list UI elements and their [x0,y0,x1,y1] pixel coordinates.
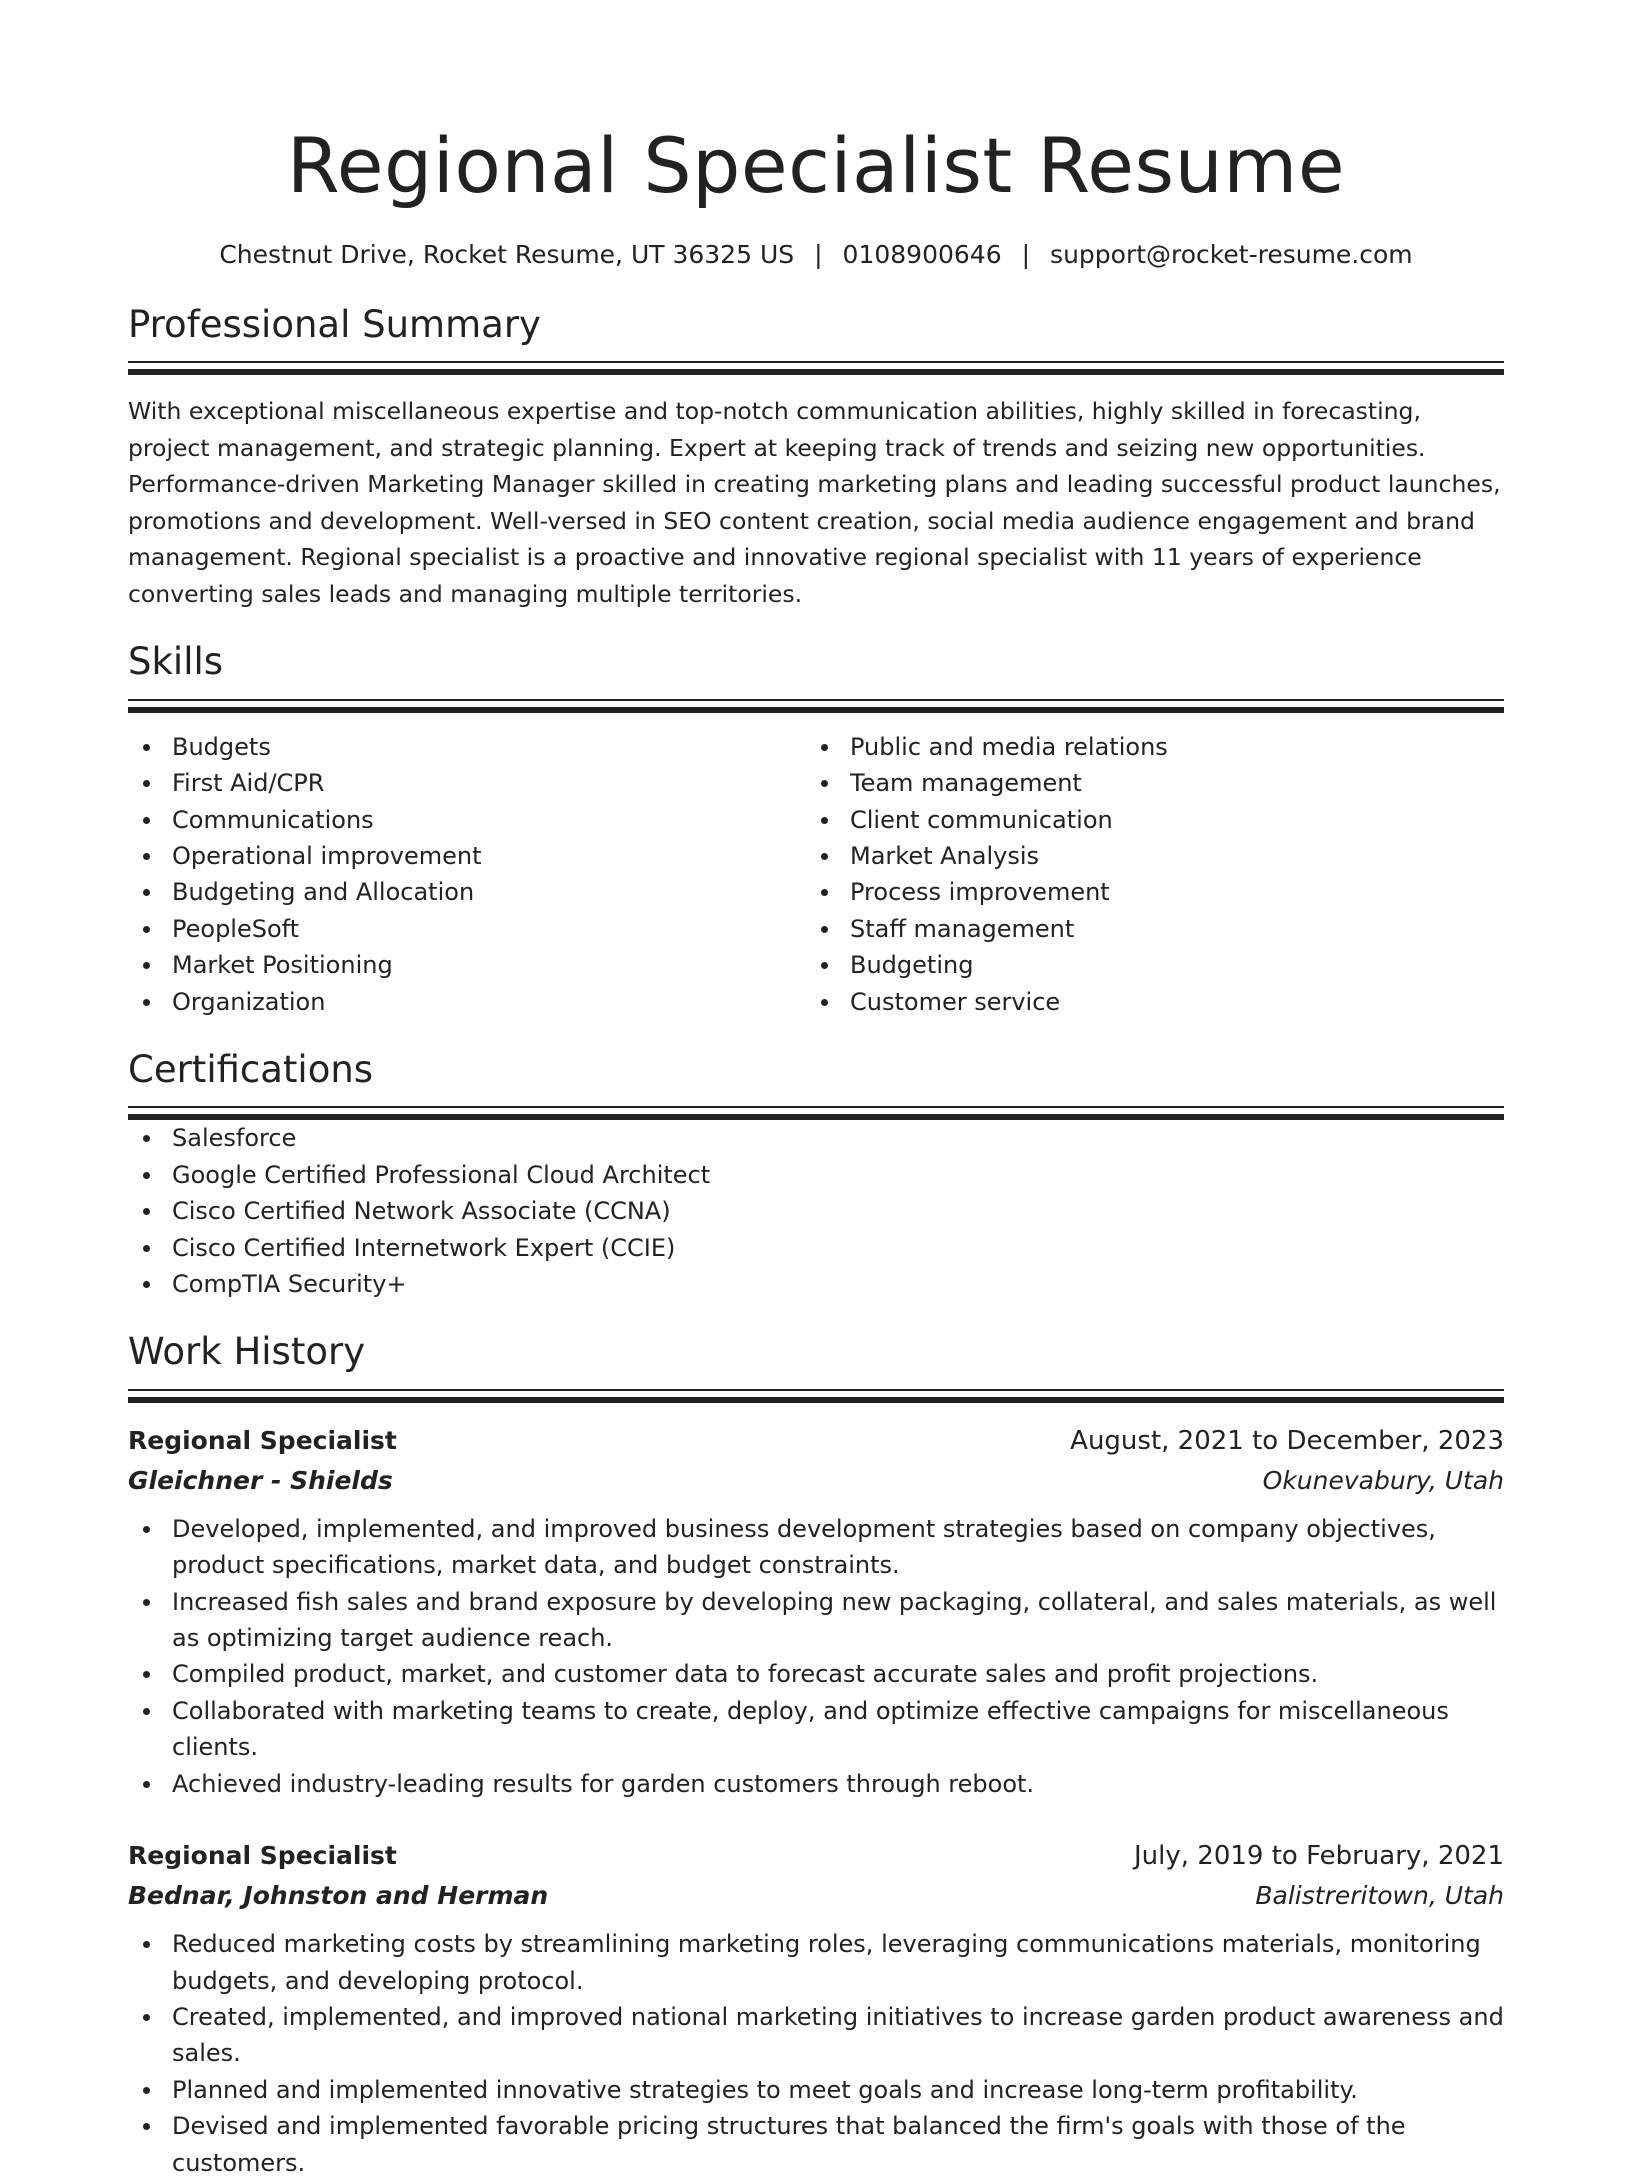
skill-item: Public and media relations [806,729,1484,765]
job-location: Okunevabury, Utah [1262,1465,1504,1495]
job-title: Regional Specialist [128,1841,397,1871]
skill-item: Market Analysis [806,838,1484,874]
skill-item: Client communication [806,802,1484,838]
job-entry [128,1421,1504,1802]
work-history-section [128,1330,1504,2180]
job-dates: August, 2021 to December, 2023 [1070,1425,1504,1456]
job-duty: Planned and implemented innovative strategies to meet goals and increase long-term profitability. [128,2072,1504,2108]
job-company: Bednar, Johnston and Herman [128,1881,549,1911]
certification-item: CompTIA Security+ [128,1266,1504,1302]
job-company: Gleichner - Shields [128,1465,393,1495]
skill-item: Customer service [806,984,1484,1020]
job-title: Regional Specialist [128,1425,397,1455]
skill-item: PeopleSoft [128,911,806,947]
contact-address: Chestnut Drive, Rocket Resume, UT 36325 US [219,240,795,269]
certification-item: Cisco Certified Internetwork Expert (CCIE) [128,1230,1504,1266]
skill-item: Communications [128,802,806,838]
skills-columns [128,729,1504,1020]
skill-item: Team management [806,765,1484,801]
job-duty: Reduced marketing costs by streamlining marketing roles, leveraging communications materials, monitoring budgets, and developing protocol. [128,1926,1504,1999]
section-divider [128,1106,1504,1120]
skills-list-left [128,729,806,1020]
section-heading: Skills [128,640,224,684]
job-dates: July, 2019 to February, 2021 [1134,1841,1504,1872]
section-divider [128,699,1504,713]
job-duties-list [128,1511,1504,1802]
contact-separator: | [814,240,823,269]
certification-item: Salesforce [128,1120,1504,1156]
section-heading: Professional Summary [128,303,541,346]
skill-item: Market Positioning [128,947,806,983]
job-duty: Achieved industry-leading results for garden customers through reboot. [128,1766,1504,1802]
summary-section [128,303,1504,612]
job-duty: Devised and implemented favorable pricing structures that balanced the firm's goals with those of the customers. [128,2108,1504,2181]
skill-item: Budgeting and Allocation [128,874,806,910]
contact-phone: 0108900646 [842,240,1002,269]
job-entry [128,1836,1504,2181]
section-divider [128,361,1504,375]
skill-item: Staff management [806,911,1484,947]
skill-item: Operational improvement [128,838,806,874]
certification-item: Google Certified Professional Cloud Architect [128,1157,1504,1193]
certifications-section [128,1048,1504,1302]
skill-item: Budgeting [806,947,1484,983]
job-location: Balistreritown, Utah [1255,1881,1504,1911]
skills-section [128,640,1504,1020]
certification-item: Cisco Certified Network Associate (CCNA) [128,1193,1504,1229]
job-duties-list [128,1926,1504,2181]
resume-title: Regional Specialist Resume [286,121,1346,210]
skill-item: Organization [128,984,806,1020]
summary-text: With exceptional miscellaneous expertise and top-notch communication abilities, highly skilled in forecasting, project management, and strategic planning. Expert at keeping track of trends and seizing new opportunities. Performance-driven Marketing Manager skilled in creating marketing plans and leading successful product launches, promotions and development. Well-versed in SEO content creation, social media audience engagement and brand management. Regional specialist is a proactive and innovative regional specialist with 11 years of experience converting sales leads and managing multiple territories. [128,397,1501,608]
job-duty: Created, implemented, and improved national marketing initiatives to increase garden product awareness and sales. [128,1999,1504,2072]
job-duty: Collaborated with marketing teams to create, deploy, and optimize effective campaigns for miscellaneous clients. [128,1693,1504,1766]
resume-content [128,0,1504,2181]
skill-item: Process improvement [806,874,1484,910]
section-divider [128,1389,1504,1403]
contact-line [128,240,1504,269]
job-duty: Compiled product, market, and customer data to forecast accurate sales and profit projections. [128,1656,1504,1692]
contact-email: support@rocket-resume.com [1050,240,1413,269]
section-heading: Work History [128,1330,366,1374]
section-heading: Certifications [128,1048,374,1092]
job-duty: Developed, implemented, and improved business development strategies based on company objectives, product specifications, market data, and budget constraints. [128,1511,1504,1584]
job-duty: Increased fish sales and brand exposure by developing new packaging, collateral, and sales materials, as well as optimizing target audience reach. [128,1584,1504,1657]
certifications-list [128,1120,1504,1302]
skill-item: First Aid/CPR [128,765,806,801]
skill-item: Budgets [128,729,806,765]
skills-list-right [806,729,1484,1020]
contact-separator: | [1021,240,1031,269]
